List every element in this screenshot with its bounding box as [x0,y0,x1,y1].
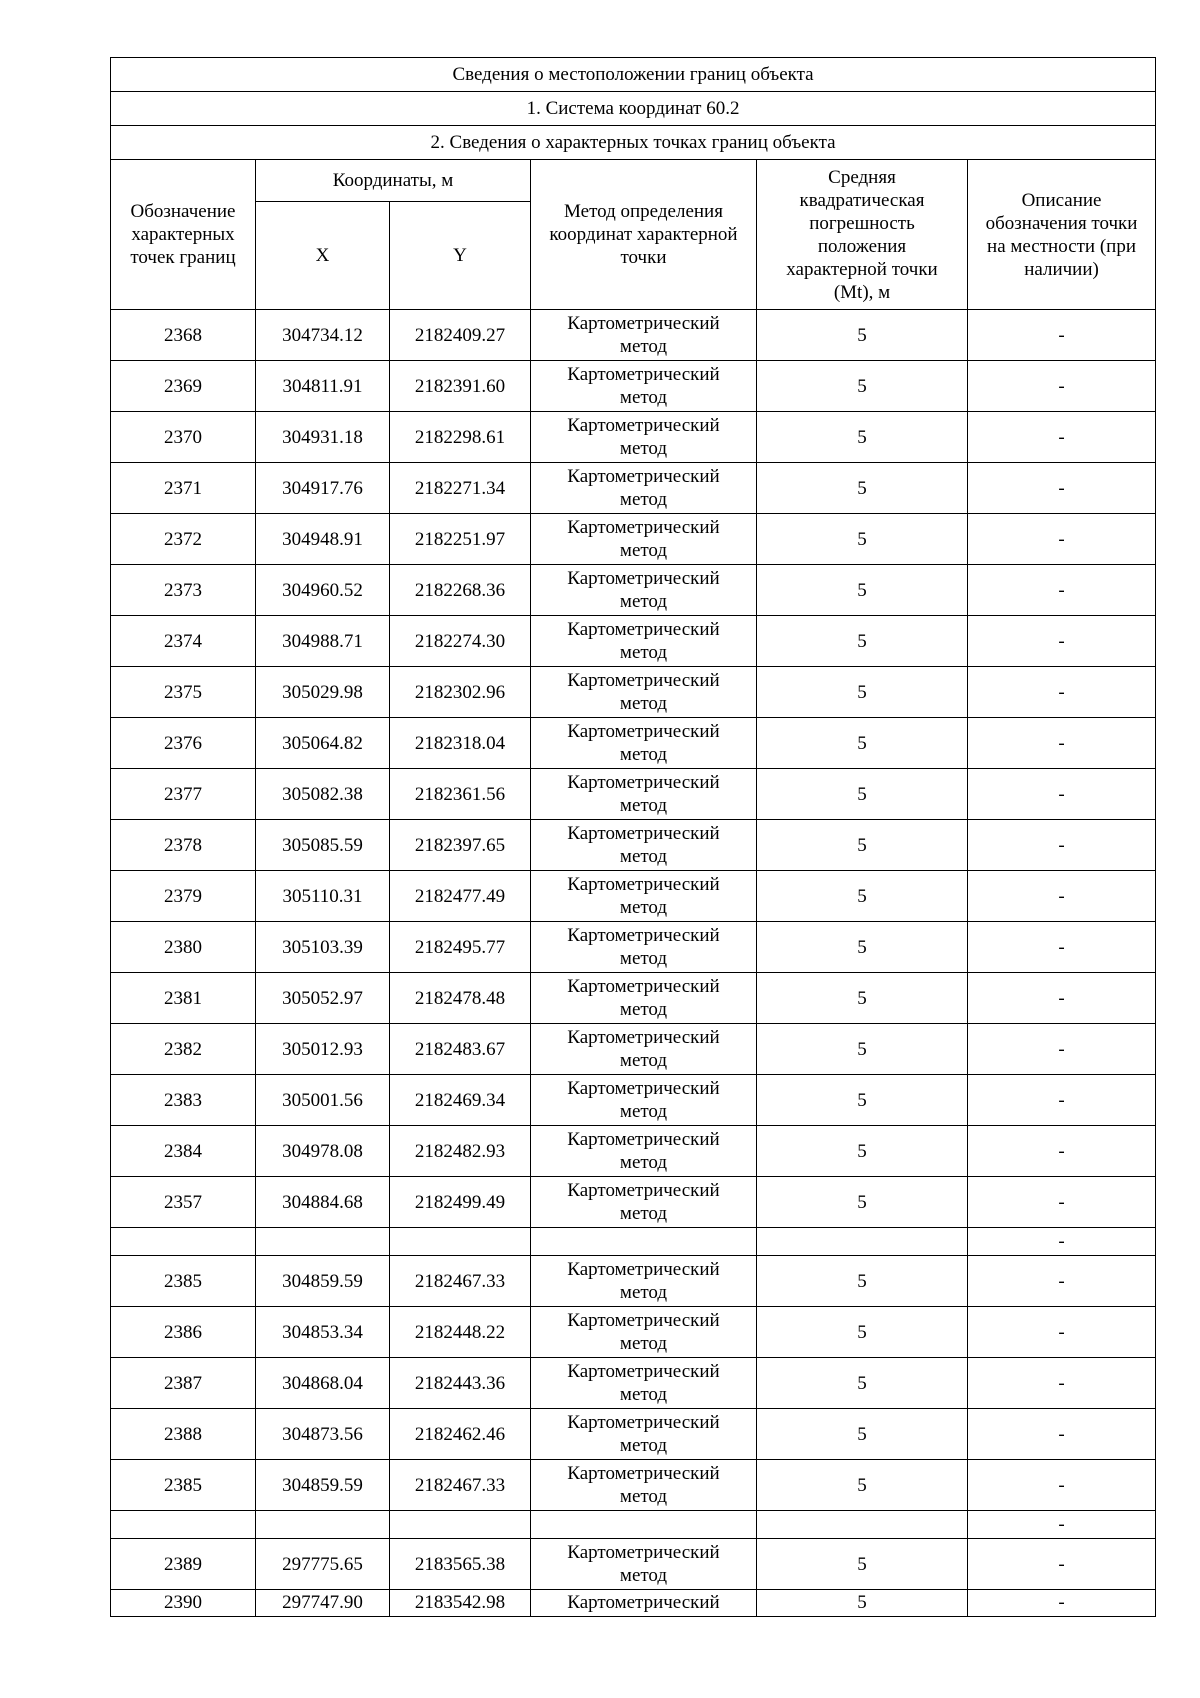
cell-y: 2182495.77 [390,922,531,973]
table-row [111,769,1156,820]
cell-description: - [968,1358,1156,1409]
cell-method: Картометрический метод [531,463,757,514]
cell-method: Картометрический метод [531,1409,757,1460]
cell-x: 304988.71 [256,616,390,667]
cell-x: 304978.08 [256,1126,390,1177]
cell-description: - [968,1590,1156,1617]
cell-description: - [968,1177,1156,1228]
cell-description: - [968,667,1156,718]
cell-y: 2182499.49 [390,1177,531,1228]
cell-description: - [968,463,1156,514]
cell-point: 2377 [111,769,256,820]
header-coordinates: Координаты, м [256,160,531,202]
table-row [111,1590,1156,1617]
cell-y: 2182482.93 [390,1126,531,1177]
cell-method: Картометрический метод [531,769,757,820]
cell-y: 2182361.56 [390,769,531,820]
cell-mean-error: 5 [757,361,968,412]
cell-method: Картометрический метод [531,718,757,769]
cell-point: 2380 [111,922,256,973]
cell-y: 2182462.46 [390,1409,531,1460]
cell-x: 304948.91 [256,514,390,565]
cell-point: 2370 [111,412,256,463]
cell-point: 2379 [111,871,256,922]
table-row [111,1126,1156,1177]
cell-x: 304884.68 [256,1177,390,1228]
table-row [111,1075,1156,1126]
cell-y: 2182467.33 [390,1256,531,1307]
cell-method: Картометрический метод [531,1460,757,1511]
cell-mean-error: 5 [757,310,968,361]
empty-cell [531,1511,757,1539]
cell-x: 297775.65 [256,1539,390,1590]
table-row [111,1307,1156,1358]
table-row [111,1024,1156,1075]
cell-y: 2182251.97 [390,514,531,565]
empty-cell [256,1511,390,1539]
cell-x: 304873.56 [256,1409,390,1460]
cell-description: - [968,922,1156,973]
cell-mean-error: 5 [757,973,968,1024]
empty-cell [256,1228,390,1256]
cell-y: 2182397.65 [390,820,531,871]
cell-description: - [968,1460,1156,1511]
cell-point: 2376 [111,718,256,769]
cell-y: 2182391.60 [390,361,531,412]
cell-point: 2372 [111,514,256,565]
table-row [111,973,1156,1024]
table-row [111,820,1156,871]
empty-cell [111,1511,256,1539]
cell-description: - [968,973,1156,1024]
cell-mean-error: 5 [757,1256,968,1307]
cell-mean-error: 5 [757,1024,968,1075]
cell-method: Картометрический метод [531,361,757,412]
cell-point: 2390 [111,1590,256,1617]
cell-x: 305052.97 [256,973,390,1024]
cell-method: Картометрический [531,1590,757,1617]
cell-x: 304859.59 [256,1256,390,1307]
cell-mean-error: 5 [757,1177,968,1228]
table-row [111,1409,1156,1460]
cell-mean-error: 5 [757,718,968,769]
cell-point: 2371 [111,463,256,514]
cell-x: 305001.56 [256,1075,390,1126]
cell-x: 304931.18 [256,412,390,463]
cell-y: 2182448.22 [390,1307,531,1358]
cell-description: - [968,718,1156,769]
header-point-designation: Обозначение характерных точек границ [111,160,256,310]
cell-mean-error: 5 [757,871,968,922]
cell-description: - [968,1511,1156,1539]
cell-y: 2183542.98 [390,1590,531,1617]
cell-point: 2373 [111,565,256,616]
cell-description: - [968,310,1156,361]
table-row-separator [111,1228,1156,1256]
cell-method: Картометрический метод [531,973,757,1024]
cell-method: Картометрический метод [531,310,757,361]
cell-mean-error: 5 [757,1075,968,1126]
cell-mean-error: 5 [757,616,968,667]
header-y: Y [390,202,531,310]
cell-method: Картометрический метод [531,514,757,565]
cell-point: 2386 [111,1307,256,1358]
cell-y: 2182467.33 [390,1460,531,1511]
empty-cell [757,1511,968,1539]
cell-x: 304811.91 [256,361,390,412]
cell-mean-error: 5 [757,769,968,820]
cell-method: Картометрический метод [531,1358,757,1409]
cell-x: 304734.12 [256,310,390,361]
cell-y: 2183565.38 [390,1539,531,1590]
cell-method: Картометрический метод [531,1256,757,1307]
table-row [111,514,1156,565]
cell-mean-error: 5 [757,412,968,463]
cell-point: 2383 [111,1075,256,1126]
cell-description: - [968,514,1156,565]
cell-method: Картометрический метод [531,565,757,616]
cell-x: 305012.93 [256,1024,390,1075]
cell-method: Картометрический метод [531,1024,757,1075]
cell-mean-error: 5 [757,1358,968,1409]
cell-description: - [968,412,1156,463]
table-row [111,718,1156,769]
cell-method: Картометрический метод [531,667,757,718]
table-row [111,361,1156,412]
points-section-heading: 2. Сведения о характерных точках границ объекта [111,126,1156,160]
table-row [111,412,1156,463]
header-description: Описание обозначения точки на местности (при наличии) [968,160,1156,310]
cell-point: 2369 [111,361,256,412]
table-row [111,871,1156,922]
cell-x: 304960.52 [256,565,390,616]
cell-x: 304868.04 [256,1358,390,1409]
table-row [111,1256,1156,1307]
cell-x: 305103.39 [256,922,390,973]
cell-mean-error: 5 [757,1126,968,1177]
cell-method: Картометрический метод [531,1075,757,1126]
cell-mean-error: 5 [757,820,968,871]
cell-y: 2182271.34 [390,463,531,514]
cell-mean-error: 5 [757,1539,968,1590]
table-row [111,1539,1156,1590]
table-row-separator [111,1511,1156,1539]
coordinates-document [110,57,1155,1617]
cell-x: 305085.59 [256,820,390,871]
empty-cell [111,1228,256,1256]
cell-method: Картометрический метод [531,820,757,871]
cell-y: 2182318.04 [390,718,531,769]
cell-description: - [968,769,1156,820]
cell-point: 2368 [111,310,256,361]
cell-x: 297747.90 [256,1590,390,1617]
cell-y: 2182469.34 [390,1075,531,1126]
cell-method: Картометрический метод [531,1126,757,1177]
cell-method: Картометрический метод [531,871,757,922]
cell-description: - [968,820,1156,871]
empty-cell [390,1511,531,1539]
cell-y: 2182409.27 [390,310,531,361]
table-row [111,310,1156,361]
header-x: X [256,202,390,310]
cell-description: - [968,1075,1156,1126]
cell-x: 304853.34 [256,1307,390,1358]
header-mean-error: Средняя квадратическая погрешность положения характерной точки (Mt), м [757,160,968,310]
cell-point: 2387 [111,1358,256,1409]
cell-point: 2374 [111,616,256,667]
cell-method: Картометрический метод [531,412,757,463]
cell-description: - [968,1024,1156,1075]
cell-x: 304859.59 [256,1460,390,1511]
cell-y: 2182302.96 [390,667,531,718]
cell-x: 304917.76 [256,463,390,514]
cell-description: - [968,1126,1156,1177]
cell-point: 2381 [111,973,256,1024]
cell-y: 2182478.48 [390,973,531,1024]
cell-point: 2378 [111,820,256,871]
table-row [111,1460,1156,1511]
table-row [111,1358,1156,1409]
boundary-points-table [110,57,1156,1617]
cell-method: Картометрический метод [531,1307,757,1358]
table-row [111,922,1156,973]
header-method: Метод определения координат характерной точки [531,160,757,310]
cell-y: 2182483.67 [390,1024,531,1075]
table-row [111,616,1156,667]
cell-description: - [968,1409,1156,1460]
table-row [111,667,1156,718]
cell-description: - [968,1228,1156,1256]
document-title-row [111,58,1156,92]
cell-description: - [968,1307,1156,1358]
cell-point: 2385 [111,1256,256,1307]
cell-x: 305029.98 [256,667,390,718]
cell-x: 305082.38 [256,769,390,820]
cell-point: 2357 [111,1177,256,1228]
cell-method: Картометрический метод [531,1539,757,1590]
cell-x: 305064.82 [256,718,390,769]
header-row-1 [111,160,1156,202]
cell-mean-error: 5 [757,463,968,514]
empty-cell [531,1228,757,1256]
table-row [111,565,1156,616]
cell-description: - [968,565,1156,616]
cell-point: 2388 [111,1409,256,1460]
cell-method: Картометрический метод [531,616,757,667]
section-1-row [111,92,1156,126]
cell-y: 2182274.30 [390,616,531,667]
cell-mean-error: 5 [757,514,968,565]
document-title: Сведения о местоположении границ объекта [111,58,1156,92]
cell-description: - [968,871,1156,922]
cell-point: 2375 [111,667,256,718]
cell-y: 2182477.49 [390,871,531,922]
cell-point: 2389 [111,1539,256,1590]
cell-y: 2182443.36 [390,1358,531,1409]
section-2-row [111,126,1156,160]
cell-y: 2182298.61 [390,412,531,463]
cell-point: 2384 [111,1126,256,1177]
cell-point: 2385 [111,1460,256,1511]
empty-cell [390,1228,531,1256]
cell-mean-error: 5 [757,922,968,973]
coordinate-system-heading: 1. Система координат 60.2 [111,92,1156,126]
cell-x: 305110.31 [256,871,390,922]
cell-description: - [968,361,1156,412]
cell-mean-error: 5 [757,1307,968,1358]
cell-mean-error: 5 [757,565,968,616]
cell-method: Картометрический метод [531,922,757,973]
empty-cell [757,1228,968,1256]
cell-mean-error: 5 [757,667,968,718]
cell-point: 2382 [111,1024,256,1075]
cell-description: - [968,1539,1156,1590]
table-row [111,463,1156,514]
table-row [111,1177,1156,1228]
cell-method: Картометрический метод [531,1177,757,1228]
cell-description: - [968,616,1156,667]
cell-description: - [968,1256,1156,1307]
cell-mean-error: 5 [757,1409,968,1460]
cell-mean-error: 5 [757,1460,968,1511]
cell-y: 2182268.36 [390,565,531,616]
cell-mean-error: 5 [757,1590,968,1617]
